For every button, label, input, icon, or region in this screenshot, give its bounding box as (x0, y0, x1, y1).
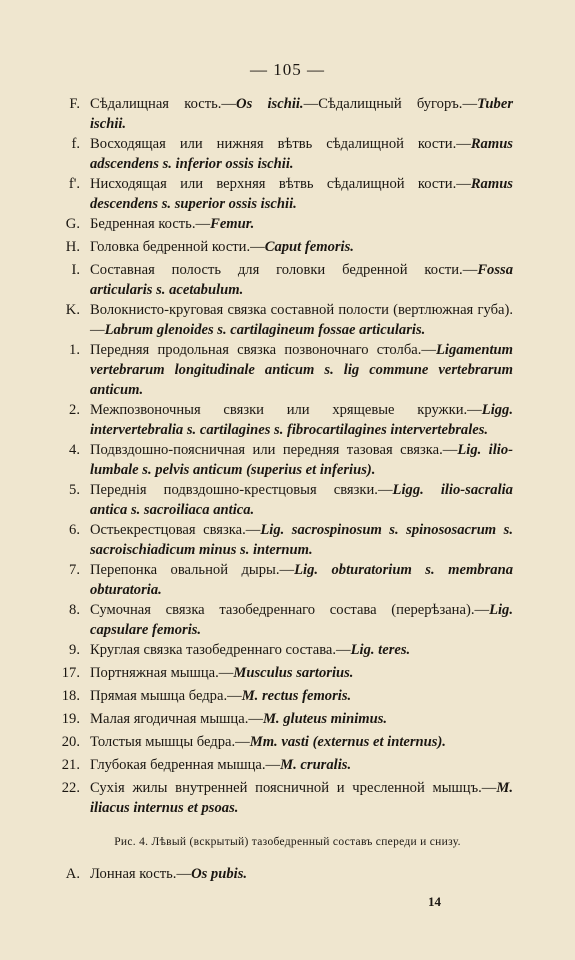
item-key: 21. (61, 757, 80, 773)
signature-mark: 14 (428, 894, 441, 909)
list-item (0, 600, 575, 640)
list-item (0, 480, 575, 520)
figure-caption: Рис. 4. Лѣвый (вскрытый) тазобедренный составъ спереди и снизу. (114, 836, 461, 848)
item-text: Толстыя мышцы бедра.—Mm. vasti (externus et internus). (90, 734, 446, 750)
item-text: Перепонка овальной дыры.—Lig. obturatorium s. membrana obturatoria. (90, 562, 513, 598)
list-item (0, 560, 575, 600)
item-key: 18. (61, 688, 80, 704)
item-text: Восходящая или нижняя вѣтвь сѣдалищной кости.—Ramus adscendens s. inferior ossis ischii. (90, 136, 513, 172)
list-item (0, 300, 575, 340)
list-item (0, 709, 575, 732)
list-item (0, 214, 575, 237)
list-item (0, 686, 575, 709)
item-text: Головка бедренной кости.—Caput femoris. (90, 239, 354, 255)
item-key: 20. (61, 734, 80, 750)
item-key: 22. (61, 780, 80, 796)
item-key: H. (65, 239, 80, 255)
list-item (0, 134, 575, 174)
item-key: 4. (69, 442, 80, 458)
page-number: — 105 — (250, 60, 325, 79)
item-text: Остьекрестцовая связка.—Lig. sacrospinosum s. spinososacrum s. sacroischiadicum minus s. internum. (90, 522, 513, 558)
item-key: F. (69, 96, 80, 112)
item-text: Сумочная связка тазобедреннаго состава (перерѣзана).—Lig. capsulare femoris. (90, 602, 513, 638)
item-key: 2. (69, 402, 80, 418)
item-key: 7. (69, 562, 80, 578)
item-text: Составная полость для головки бедренной кости.—Fossa articularis s. acetabulum. (90, 262, 513, 298)
list-item (0, 94, 575, 134)
list-item (0, 640, 575, 663)
list-item (0, 732, 575, 755)
item-text: Передняя продольная связка позвоночнаго столба.—Ligamentum vertebrarum longitudinale anticum s. lig commune vertebrarum anticum. (90, 342, 513, 398)
item-text: Сухія жилы внутренней поясничной и чресленной мышцъ.—M. iliacus internus et psoas. (90, 780, 513, 816)
item-key: 6. (69, 522, 80, 538)
item-text: Глубокая бедренная мышца.—M. cruralis. (90, 757, 352, 773)
legend-list (0, 94, 575, 818)
list-item (0, 440, 575, 480)
item-text: Малая ягодичная мышца.—M. gluteus minimus. (90, 711, 388, 727)
item-key: I. (71, 262, 80, 278)
item-key: G. (65, 216, 80, 232)
list-item (0, 663, 575, 686)
item-text: Волокнисто-круговая связка составной полости (вертлюжная губа).—Labrum glenoides s. cartilagineum fossae articularis. (90, 302, 513, 338)
list-item (0, 237, 575, 260)
item-key: f. (71, 136, 80, 152)
item-text: Нисходящая или верхняя вѣтвь сѣдалищной кости.—Ramus descendens s. superior ossis ischii. (90, 176, 513, 212)
item-key: 17. (61, 665, 80, 681)
item-text: Сѣдалищная кость.—Os ischii.—Сѣдалищный бугоръ.—Tuber ischii. (90, 96, 514, 132)
item-key: 9. (69, 642, 80, 658)
item-text: Круглая связка тазобедреннаго состава.—Lig. teres. (90, 642, 411, 658)
item-key: f'. (68, 176, 80, 192)
item-key: 19. (61, 711, 80, 727)
item-text: Подвздошно-поясничная или передняя тазовая связка.—Lig. ilio-lumbale s. pelvis anticum (superius et inferius). (90, 442, 513, 478)
list-item (0, 778, 575, 818)
list-item (0, 520, 575, 560)
item-key: 8. (69, 602, 80, 618)
list-item (0, 866, 575, 890)
list-item (0, 260, 575, 300)
item-text: Переднія подвздошно-крестцовыя связки.—Ligg. ilio-sacralia antica s. sacroiliaca antica. (90, 482, 513, 518)
item-key: K. (65, 302, 80, 318)
item-text: Портняжная мышца.—Musculus sartorius. (90, 665, 354, 681)
list-item (0, 340, 575, 400)
item-text: Лонная кость.—Os pubis. (90, 866, 248, 882)
list-item (0, 755, 575, 778)
list-item (0, 400, 575, 440)
item-key: A. (65, 866, 80, 882)
item-key: 5. (69, 482, 80, 498)
item-text: Прямая мышца бедра.—M. rectus femoris. (90, 688, 352, 704)
item-text: Бедренная кость.—Femur. (90, 216, 255, 232)
item-key: 1. (69, 342, 80, 358)
item-text: Межпозвоночныя связки или хрящевые кружки.—Ligg. intervertebralia s. cartilagines s. fibrocartilagines intervertebrales. (90, 402, 513, 438)
list-item (0, 174, 575, 214)
